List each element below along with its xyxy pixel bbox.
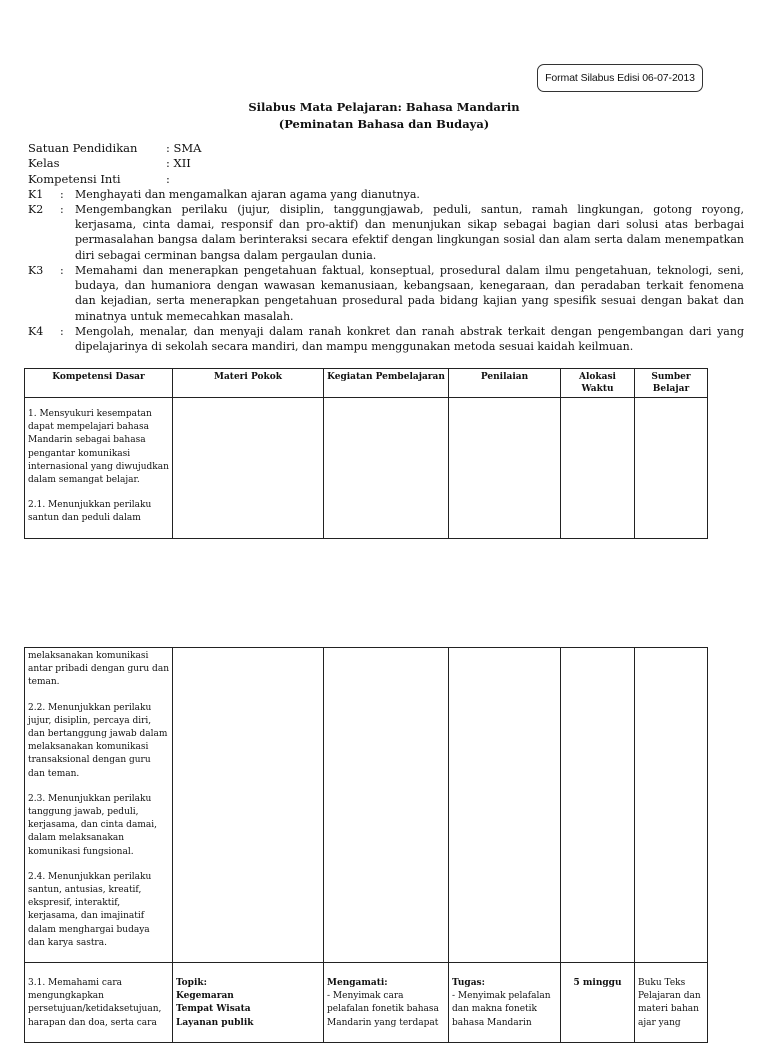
ki-text: Mengembangkan perilaku (jujur, disiplin, tanggungjawab, peduli, santun, ramah lingkungan, gotong royong, kerjasama, cinta damai, responsif dan pro-aktif) dan menunjukan sikap sebagai bagian dari solusi atas berbagai permasalahan bangsa dalam berinteraksi secara efektif dengan lingkungan sosial dan alam serta dalam menempatkan diri sebagai cerminan bangsa dalam pergaulan dunia. [75,203,744,262]
kd-paragraph: 2.2. Menunjukkan perilaku jujur, disiplin, percaya diri, dan bertanggung jawab dalam melaksanakan komunikasi transaksional dengan guru dan teman. [28,702,168,779]
ki-colon: : [60,203,64,216]
ki-label: K2 [28,203,44,216]
kegiatan-label: Mengamati: [327,978,388,988]
kd-paragraph: 2.3. Menunjukkan perilaku tanggung jawab, peduli, kerjasama, dan cinta damai, dalam melaksanakan komunikasi fungsional. [28,793,157,857]
empty-cell [449,398,561,539]
empty-cell [173,648,324,963]
ki-text: Mengolah, menalar, dan menyaji dalam ranah konkret dan ranah abstrak terkait dengan pengembangan dari yang dipelajarinya di sekolah secara mandiri, dan mampu menggunakan metoda sesuai kaidah keilmuan. [75,325,744,354]
empty-cell [173,398,324,539]
table-row [25,963,708,1043]
penilaian-text: - Menyimak pelafalan dan makna fonetik bahasa Mandarin [452,991,551,1028]
ki-text: Memahami dan menerapkan pengetahuan faktual, konseptual, prosedural dalam ilmu pengetahuan, teknologi, seni, budaya, dan humaniora dengan wawasan kemanusiaan, kebangsaan, kenegaraan, dan peradaban terkait fenomena dan kejadian, serta menerapkan pengetahuan prosedural pada bidang kajian yang spesifik sesuai dengan bakat dan minatnya untuk memecahkan masalah. [75,264,744,323]
ki-colon: : [60,264,64,277]
document-title: Silabus Mata Pelajaran: Bahasa Mandarin [248,100,520,114]
header-alokasi-waktu: Alokasi Waktu [561,369,635,398]
alokasi-waktu-cell: 5 minggu [561,963,635,1043]
kd-paragraph: 2.4. Menunjukkan perilaku santun, antusias, kreatif, ekspresif, interaktif, kerjasama, dan imajinatif dalam menghargai budaya dan karya sastra. [28,871,152,948]
kompetensi-dasar-cell [25,648,173,963]
ki-label: K4 [28,325,44,338]
table-header-row [25,369,708,398]
info-label: Satuan Pendidikan [28,141,138,155]
header-kompetensi-dasar: Kompetensi Dasar [25,369,173,398]
info-value: : SMA [166,141,202,155]
info-value: : XII [166,156,191,170]
header-sumber-belajar: Sumber Belajar [635,369,708,398]
header-kegiatan-pembelajaran: Kegiatan Pembelajaran [324,369,449,398]
info-row-kompetensi [28,172,170,186]
document-subtitle: (Peminatan Bahasa dan Budaya) [278,117,490,131]
empty-cell [635,648,708,963]
empty-cell [561,398,635,539]
kd-paragraph: melaksanakan komunikasi antar pribadi dengan guru dan teman. [28,651,169,688]
materi-pokok-cell [173,963,324,1043]
info-label: Kompetensi Inti [28,172,121,186]
kompetensi-dasar-cell [25,398,173,539]
ki-label: K3 [28,264,44,277]
ki-colon: : [60,188,64,201]
empty-cell [324,648,449,963]
info-row-satuan [28,141,202,155]
ki-colon: : [60,325,64,338]
kegiatan-pembelajaran-cell [324,963,449,1043]
ki-label: K1 [28,188,44,201]
syllabus-table-page1 [24,368,708,539]
kd-paragraph: 1. Mensyukuri kesempatan dapat mempelajari bahasa Mandarin sebagai bahasa pengantar komunikasi internasional yang diwujudkan dalam semangat belajar. [28,409,169,486]
materi-topic-label: Topik: [176,978,207,988]
empty-cell [324,398,449,539]
materi-topic-item: Layanan publik [176,1017,254,1028]
header-penilaian: Penilaian [449,369,561,398]
penilaian-label: Tugas: [452,978,485,988]
kd-paragraph: 2.1. Menunjukkan perilaku santun dan peduli dalam [28,500,152,524]
table-row [25,648,708,963]
empty-cell [561,648,635,963]
penilaian-cell [449,963,561,1043]
format-edition-box: Format Silabus Edisi 06-07-2013 [537,64,703,92]
sumber-belajar-cell: Buku Teks Pelajaran dan materi bahan ajar yang [635,963,708,1043]
materi-topic-item: Kegemaran [176,991,234,1002]
syllabus-table-page2 [24,647,708,1043]
info-label: Kelas [28,156,60,170]
materi-topic-item: Tempat Wisata [176,1004,251,1015]
info-row-kelas [28,156,191,170]
kompetensi-dasar-cell: 3.1. Memahami cara mengungkapkan persetujuan/ketidaksetujuan, harapan dan doa, serta cara [25,963,173,1043]
empty-cell [635,398,708,539]
header-materi-pokok: Materi Pokok [173,369,324,398]
table-row [25,398,708,539]
kegiatan-text: - Menyimak cara pelafalan fonetik bahasa Mandarin yang terdapat [327,991,439,1028]
ki-text: Menghayati dan mengamalkan ajaran agama yang dianutnya. [75,188,420,201]
empty-cell [449,648,561,963]
info-value: : [166,172,170,186]
